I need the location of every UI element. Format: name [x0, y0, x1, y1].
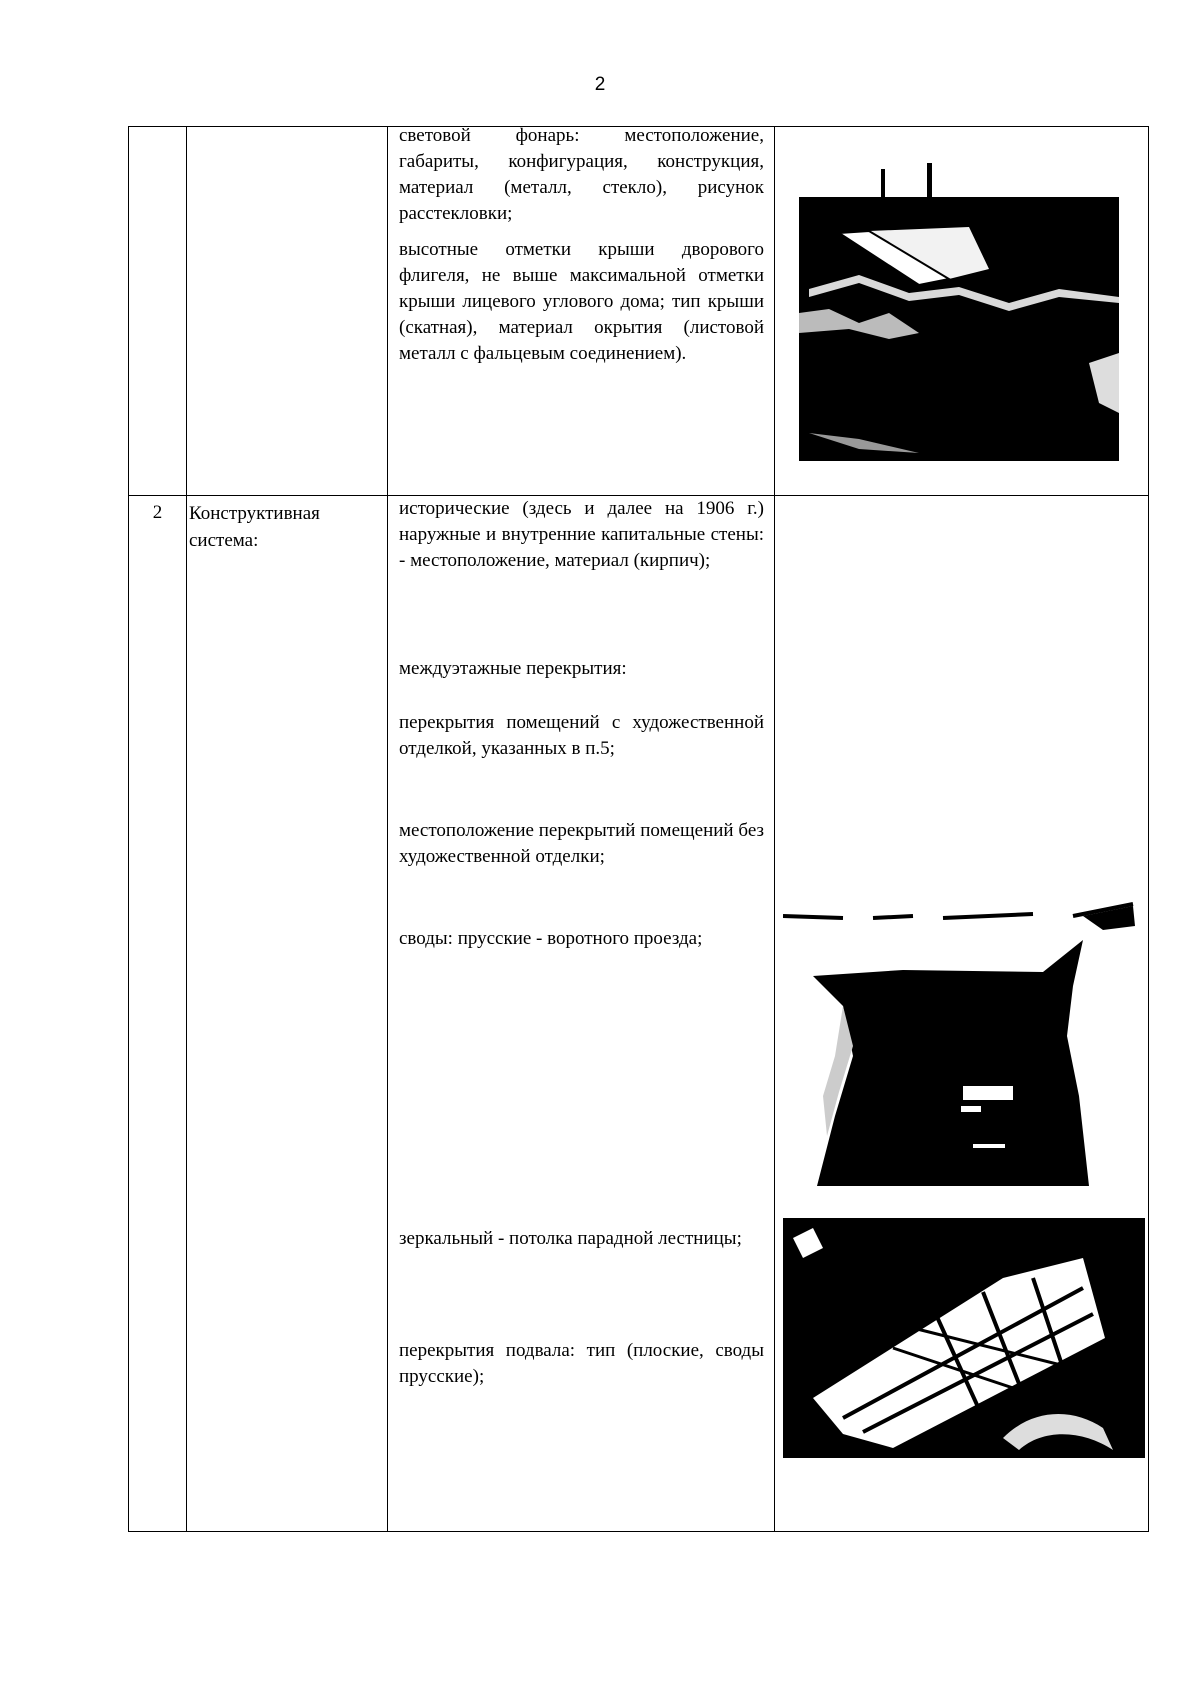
- paragraph-vaults: своды: прусские - воротного проезда;: [399, 928, 703, 949]
- page-number: 2: [594, 74, 606, 95]
- table-row: [129, 496, 1149, 1532]
- table-row: [129, 127, 1149, 496]
- gateway-vault-photo: [783, 896, 1145, 1191]
- protection-table: [128, 126, 1149, 1532]
- row-number-cell: [129, 127, 187, 496]
- paragraph-roof-heights: высотные отметки крыши дворового флигеля, не выше максимальной отметки крыши лицевого углового дома; тип крыши (скатная), материал окрытия (листовой металл с фальцевым соединением).: [399, 239, 764, 364]
- paragraph-basement: перекрытия подвала: тип (плоские, своды прусские);: [399, 1340, 764, 1387]
- paragraph-skylight: световой фонарь: местоположение, габариты, конфигурация, конструкция, материал (металл, стекло), рисунок расстекловки;: [399, 125, 764, 224]
- row-number-cell: [129, 496, 187, 1532]
- paragraph-walls: исторические (здесь и далее на 1906 г.) наружные и внутренние капитальные стены: - местоположение, материал (кирпич);: [399, 498, 764, 571]
- system-cell: [187, 127, 388, 496]
- description-cell: [388, 127, 775, 496]
- paragraph-floors: междуэтажные перекрытия:: [399, 658, 627, 679]
- roof-skylight-photo: [799, 163, 1119, 461]
- photo-cell: [775, 127, 1149, 496]
- system-name: Конструктивная система:: [189, 503, 320, 551]
- paragraph-decorated-floors: перекрытия помещений с художественной отделкой, указанных в п.5;: [399, 712, 764, 759]
- paragraph-plain-floors: местоположение перекрытий помещений без художественной отделки;: [399, 820, 764, 867]
- row-number: [129, 127, 186, 133]
- paragraph-mirror-ceiling: зеркальный - потолка парадной лестницы;: [399, 1228, 742, 1249]
- row-number: 2: [152, 502, 163, 523]
- system-name: [187, 127, 387, 131]
- photo-cell: [775, 496, 1149, 1532]
- system-cell: [187, 496, 388, 1532]
- staircase-ceiling-photo: [783, 1218, 1145, 1458]
- description-cell: [388, 496, 775, 1532]
